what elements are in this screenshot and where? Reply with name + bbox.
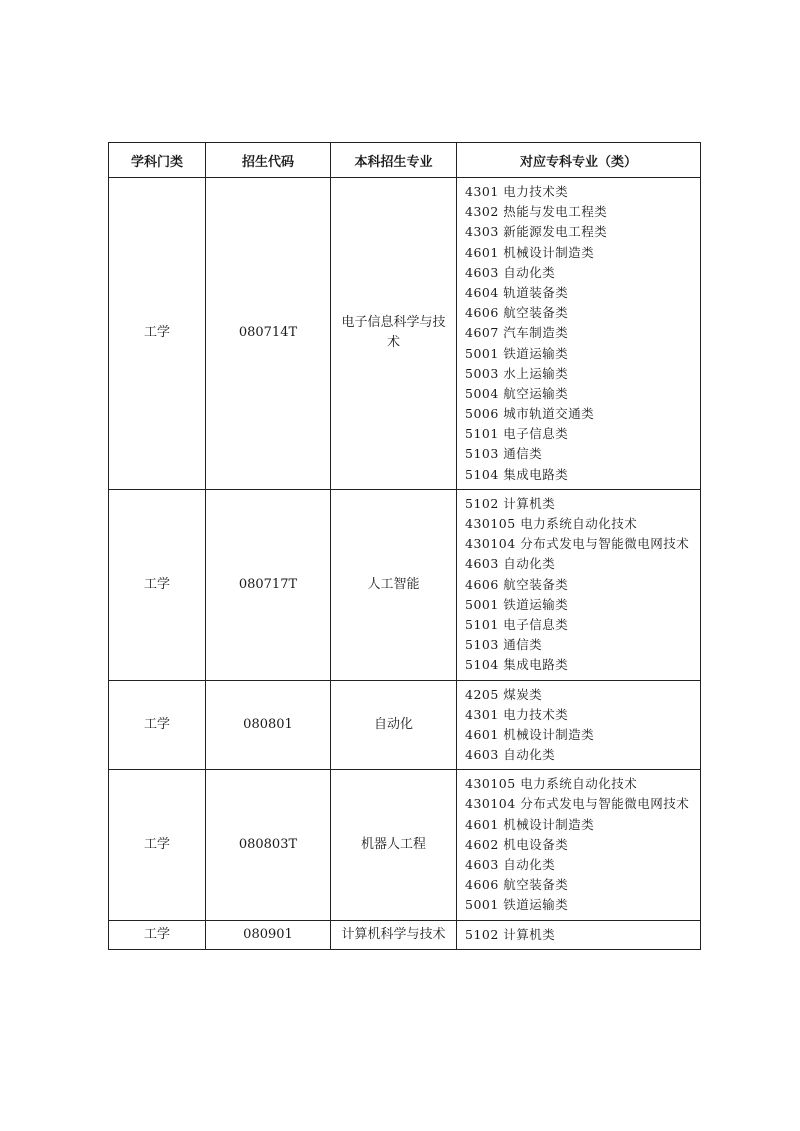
table-row (109, 920, 701, 949)
related-major-item: 4205 煤炭类 (465, 686, 543, 702)
category-cell: 工学 (109, 770, 206, 920)
category-cell: 工学 (109, 489, 206, 680)
table-row (109, 489, 701, 680)
related-major-item: 5103 通信类 (465, 446, 543, 462)
table-row (109, 178, 701, 490)
code-cell: 080803T (206, 770, 331, 920)
major-cell-text: 电子信息科学与技术 (341, 315, 446, 351)
category-cell: 工学 (109, 920, 206, 949)
major-cell (331, 680, 457, 770)
related-major-item: 430105 电力系统自动化技术 (465, 516, 638, 531)
related-major-item: 4606 航空装备类 (465, 877, 569, 893)
code-cell: 080714T (206, 178, 331, 490)
related-major-item: 4604 轨道装备类 (465, 284, 569, 300)
related-major-item: 4606 航空装备类 (465, 305, 569, 321)
major-cell-text: 机器人工程 (360, 836, 426, 852)
related-major-item: 5102 计算机类 (465, 495, 556, 511)
major-cell-text: 计算机科学与技术 (341, 926, 446, 942)
major-cell (331, 770, 457, 920)
related-major-item: 5101 电子信息类 (465, 616, 569, 632)
related-major-item: 4603 自动化类 (465, 747, 556, 763)
major-cell-text: 人工智能 (367, 576, 420, 592)
table-body (109, 178, 701, 950)
related-majors-cell (457, 178, 701, 490)
related-major-item: 5102 计算机类 (465, 926, 556, 942)
header-related: 对应专科专业（类） (457, 143, 701, 178)
related-major-item: 430104 分布式发电与智能微电网技术 (465, 796, 690, 812)
header-category: 学科门类 (109, 143, 206, 178)
related-major-item: 5001 铁道运输类 (465, 897, 569, 913)
related-majors-cell (457, 680, 701, 770)
related-major-item: 4603 自动化类 (465, 264, 556, 280)
related-majors-cell (457, 489, 701, 680)
header-row (109, 143, 701, 178)
related-major-item: 4301 电力技术类 (465, 184, 569, 199)
related-major-item: 4603 自动化类 (465, 556, 556, 572)
related-major-item: 5001 铁道运输类 (465, 596, 569, 612)
code-cell: 080717T (206, 489, 331, 680)
category-cell: 工学 (109, 178, 206, 490)
related-major-item: 4301 电力技术类 (465, 706, 569, 722)
related-major-item: 4601 机械设计制造类 (465, 726, 595, 742)
related-major-item: 5006 城市轨道交通类 (465, 406, 595, 422)
related-major-item: 4602 机电设备类 (465, 836, 569, 852)
code-cell: 080801 (206, 680, 331, 770)
table-row (109, 770, 701, 920)
related-major-item: 5103 通信类 (465, 637, 543, 653)
related-major-item: 430104 分布式发电与智能微电网技术 (465, 536, 690, 552)
header-major: 本科招生专业 (331, 143, 457, 178)
major-cell (331, 178, 457, 490)
related-major-item: 5104 集成电路类 (465, 657, 569, 673)
related-major-item: 5004 航空运输类 (465, 385, 569, 401)
related-majors-cell (457, 770, 701, 920)
related-major-item: 430105 电力系统自动化技术 (465, 776, 638, 792)
majors-table (108, 142, 701, 950)
header-code: 招生代码 (206, 143, 331, 178)
major-cell-text: 自动化 (373, 716, 413, 732)
related-major-item: 5101 电子信息类 (465, 426, 569, 442)
major-cell (331, 920, 457, 949)
related-major-item: 5003 水上运输类 (465, 365, 569, 381)
related-major-item: 5104 集成电路类 (465, 466, 569, 482)
related-major-item: 4302 热能与发电工程类 (465, 204, 608, 220)
related-major-item: 4601 机械设计制造类 (465, 244, 595, 260)
related-major-item: 4603 自动化类 (465, 857, 556, 872)
table-row (109, 680, 701, 770)
related-major-item: 4606 航空装备类 (465, 576, 569, 592)
major-cell (331, 489, 457, 680)
related-majors-cell (457, 920, 701, 949)
category-cell: 工学 (109, 680, 206, 770)
related-major-item: 4607 汽车制造类 (465, 325, 569, 341)
code-cell: 080901 (206, 920, 331, 949)
related-major-item: 4601 机械设计制造类 (465, 816, 595, 832)
related-major-item: 5001 铁道运输类 (465, 345, 569, 361)
related-major-item: 4303 新能源发电工程类 (465, 224, 608, 240)
